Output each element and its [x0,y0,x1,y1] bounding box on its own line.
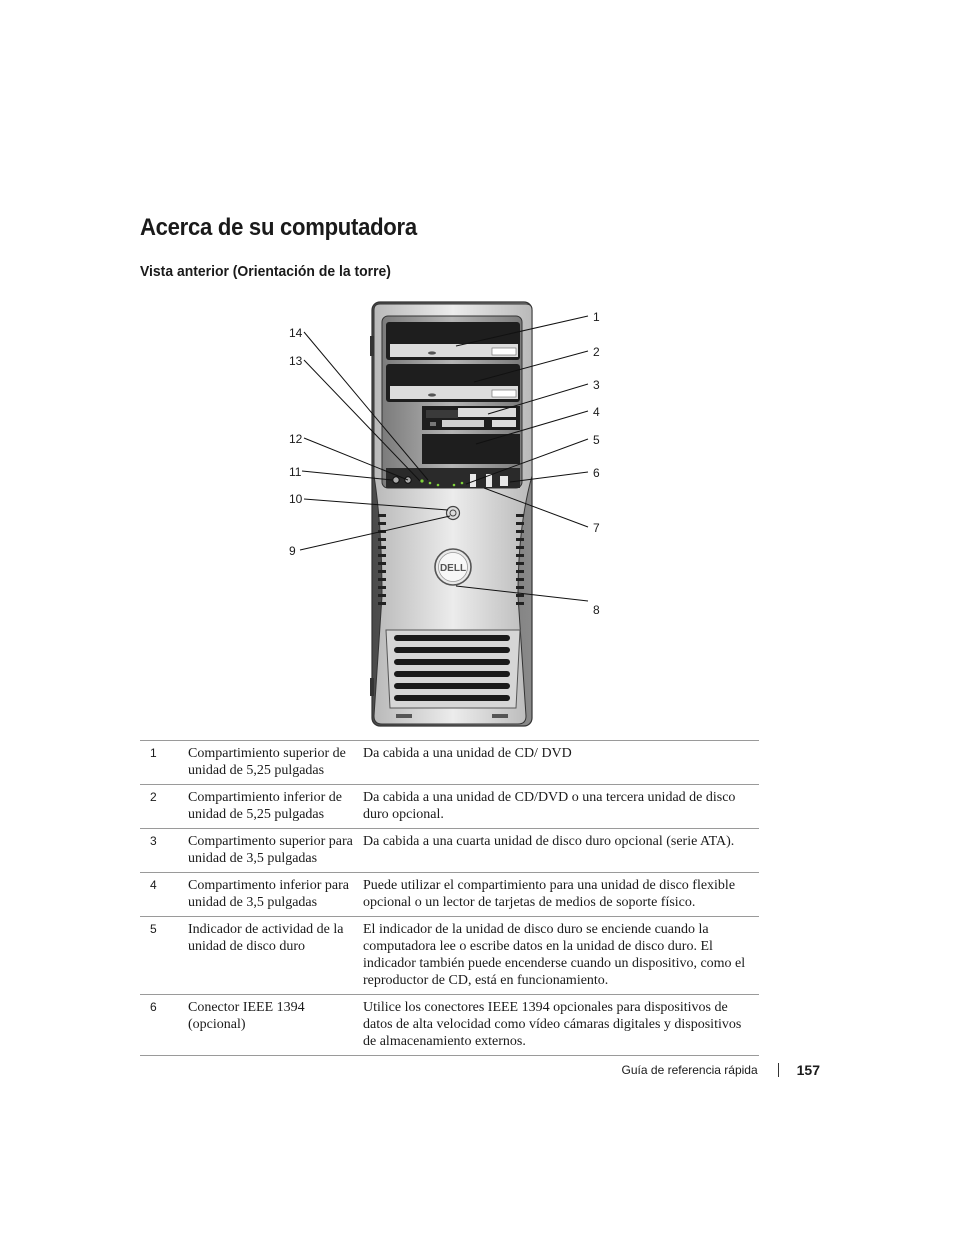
footer-divider [778,1063,779,1077]
callout-11: 11 [289,465,302,479]
row-number: 5 [150,922,157,936]
table-row [140,829,759,873]
row-description: Da cabida a una unidad de CD/DVD o una tercera unidad de disco duro opcional. [363,790,736,822]
svg-text:DELL: DELL [439,563,467,574]
callout-2: 2 [593,345,600,359]
page-footer [622,1062,820,1078]
callout-10: 10 [289,492,303,506]
callout-table [140,740,759,1056]
callout-13: 13 [289,354,303,368]
row-name: Compartimento inferior para unidad de 3,5 pulgadas [188,878,349,910]
table-row [140,785,759,829]
callout-7: 7 [593,521,600,535]
row-description: El indicador de la unidad de disco duro se enciende cuando la computadora lee o escribe datos en la unidad de disco duro. El indicador también puede encenderse cuando un dispositivo, como el reproductor de CD, está en funcionamiento. [363,922,746,988]
callout-9: 9 [289,544,296,558]
table-row [140,741,759,785]
front-grille [386,630,520,718]
callout-8: 8 [593,603,600,617]
row-description: Utilice los conectores IEEE 1394 opcionales para dispositivos de datos de alta velocidad como vídeo cámaras digitales y dispositivos de almacenamiento externos. [363,1000,742,1049]
callout-3: 3 [593,378,600,392]
callout-5: 5 [593,433,600,447]
row-number: 3 [150,834,157,848]
row-name: Compartimento superior para unidad de 3,5 pulgadas [188,834,353,866]
row-description: Puede utilizar el compartimiento para una unidad de disco flexible opcional o un lector de tarjetas de medios de soporte físico. [363,878,736,910]
callout-1: 1 [593,310,600,324]
page-number: 157 [796,1062,820,1078]
page-title: Acerca de su computadora [140,214,417,241]
row-number: 6 [150,1000,157,1014]
row-number: 2 [150,790,157,804]
table-row [140,873,759,917]
callout-14: 14 [289,326,303,340]
callout-12: 12 [289,432,303,446]
footer-label: Guía de referencia rápida [621,1063,758,1077]
section-title: Vista anterior (Orientación de la torre) [140,263,391,280]
row-number: 1 [150,746,157,760]
callout-6: 6 [593,466,600,480]
row-name: Compartimiento inferior de unidad de 5,25 pulgadas [188,790,342,822]
computer-front-view-figure [270,296,630,730]
row-name: Conector IEEE 1394 (opcional) [188,1000,305,1032]
dell-logo [435,549,471,585]
row-name: Indicador de actividad de la unidad de disco duro [188,922,344,954]
row-number: 4 [150,878,157,892]
row-description: Da cabida a una unidad de CD/ DVD [363,746,572,761]
drive-bay-panel [382,316,522,488]
power-button [447,507,460,520]
table-row [140,917,759,995]
row-description: Da cabida a una cuarta unidad de disco duro opcional (serie ATA). [363,834,735,849]
row-name: Compartimiento superior de unidad de 5,25 pulgadas [188,746,346,778]
callout-4: 4 [593,405,600,419]
table-row [140,995,759,1056]
